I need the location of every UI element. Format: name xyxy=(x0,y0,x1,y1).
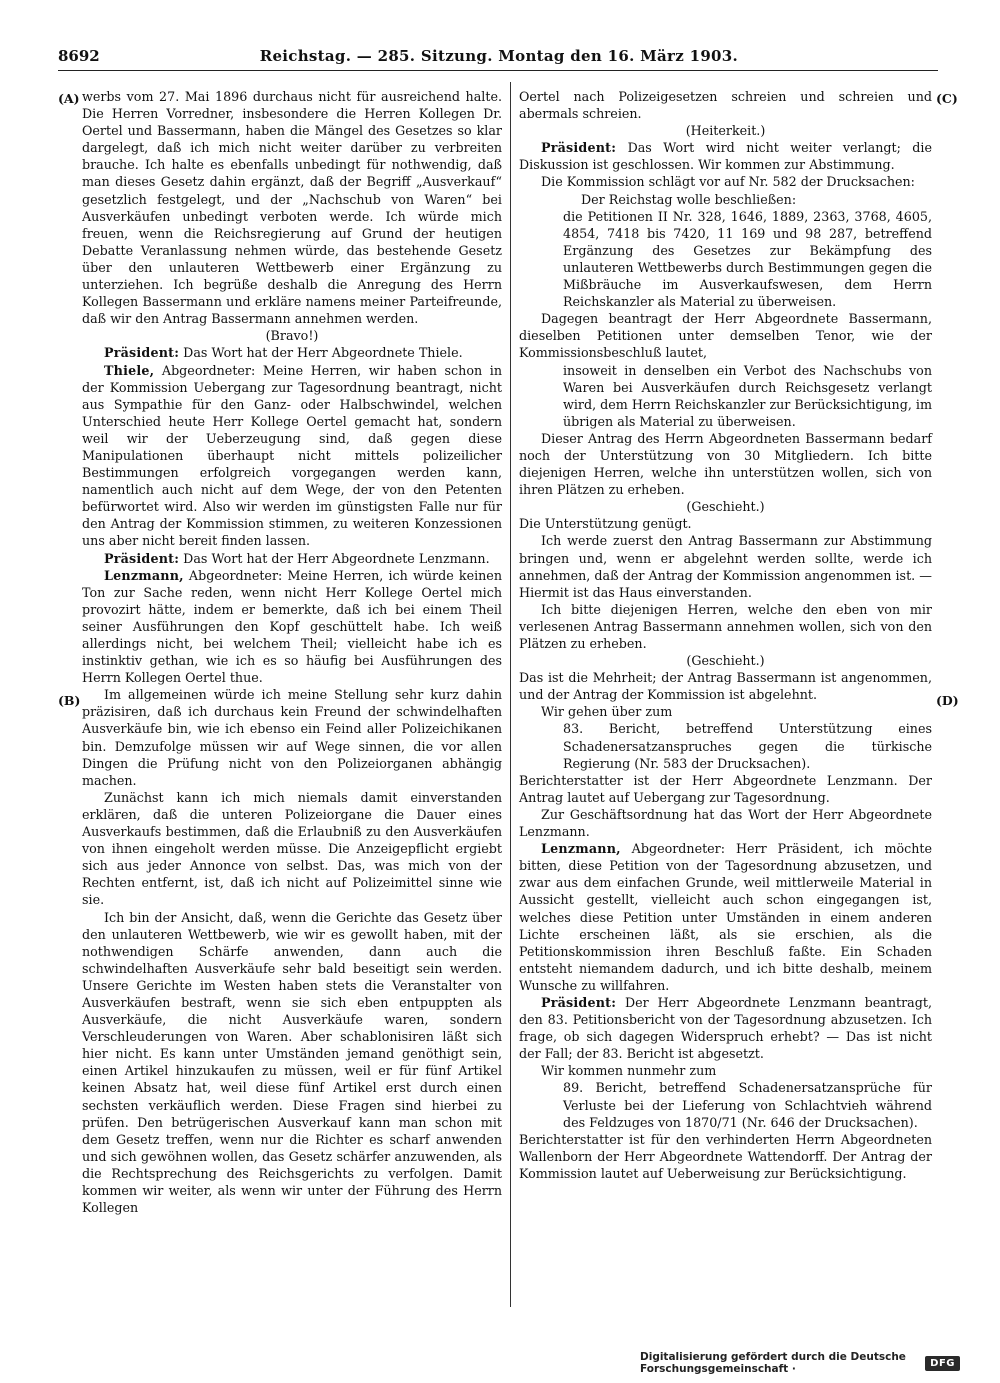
paragraph-text: Ich werde zuerst den Antrag Bassermann zur Abstimmung bringen und, wenn er abgelehnt werden sollte, werde ich annehmen, daß der Antrag der Kommission angenommen ist. — Hiermit ist das Haus einverstanden. xyxy=(519,533,932,600)
paragraph-text: 83. Bericht, betreffend Unterstützung eines Schadenersatzanspruches gegen die türkische Regierung (Nr. 583 der Drucksachen). xyxy=(563,721,932,771)
paragraph-text: Abgeordneter: Meine Herren, ich würde keinen Ton zur Sache reden, wenn nicht Herr Kollege Oertel mich provozirt hätte, indem er bemerkte, daß ich bei einem Theil seiner Ausführungen den Kopf geschüttelt habe. Ich weiß allerdings nicht, bei welchem Theil; vielleicht habe ich es instinktiv gethan, wie ich es so häufig bei Ausführungen des Herrn Kollegen Oertel thue. xyxy=(82,567,502,686)
paragraph xyxy=(519,994,932,1062)
paragraph-text: die Petitionen II Nr. 328, 1646, 1889, 2363, 3768, 4605, 4854, 7418 bis 7420, 11 169 und 98 287, betreffend Ergänzung des Gesetzes zur Bekämpfung des unlauteren Wettbewerbs durch Bestimmungen gegen die Mißbräuche im Ausverkaufswesen, dem Herrn Reichskanzler als Material zu überweisen. xyxy=(563,208,932,310)
paragraph xyxy=(519,139,932,173)
paragraph xyxy=(519,669,932,703)
paragraph xyxy=(82,567,502,687)
paragraph-text: werbs vom 27. Mai 1896 durchaus nicht für ausreichend halte. Die Herren Vorredner, insbesondere die Herren Kollegen Dr. Oertel und Bassermann, haben die Mängel des Gesetzes so klar dargelegt, daß ich mich nicht weiter darüber zu verbreiten brauche. Ich halte es ebenfalls unbedingt für nothwendig, daß man dieses Gesetz dahin ergänzt, daß der Begriff „Ausverkauf“ gesetzlich festgelegt, und der „Nachschub von Waren“ bei Ausverkäufen unbedingt verboten werde. Ich würde mich freuen, wenn die Reichsregierung auf Grund der heutigen Debatte Veranlassung nehmen würde, das bestehende Gesetz über den unlauteren Wettbewerb einer Ergänzung zu unterziehen. Ich begrüße deshalb die Anregung des Herrn Kollegen Bassermann und erkläre namens meiner Parteifreunde, daß wir den Antrag Bassermann annehmen werden. xyxy=(82,89,502,327)
paragraph xyxy=(519,430,932,498)
paragraph-text: Berichterstatter ist der Herr Abgeordnete Lenzmann. Der Antrag lautet auf Uebergang zur Tagesordnung. xyxy=(519,772,932,805)
column-divider xyxy=(510,82,511,1307)
paragraph xyxy=(82,327,502,344)
speaker-name: Lenzmann, xyxy=(541,841,621,857)
footer-credit xyxy=(640,1352,960,1374)
paragraph-text: Zur Geschäftsordnung hat das Wort der Herr Abgeordnete Lenzmann. xyxy=(519,806,932,840)
speaker-name: Präsident: xyxy=(104,550,180,566)
speaker-name: Präsident: xyxy=(104,345,180,361)
paragraph xyxy=(519,806,932,840)
paragraph-text: Ich bin der Ansicht, daß, wenn die Gerichte das Gesetz über den unlauteren Wettbewerb, wie wir es gewollt haben, mit der nothwendigen Schärfe anwenden, dann auch die schwindelhaften Ausverkäufe sehr bald beseitigt sein werden. Unsere Gerichte im Westen haben stets die Veranstalter von Ausverkäufen bestraft, wenn sie sich eben entpuppten als Ausverkäufe, die nicht Ausverkäufe waren, sondern Verschleuderungen von Waren. Aber schablonisiren läßt sich hier nicht. Es kann unter Umständen jemand genöthigt sein, einen Artikel hinzukaufen zu müssen, weil er für fünf Artikel keinen Absatz hat, weil diese fünf Artikel erst durch einen sechsten verkäuflich werden. Diese Fragen sind hierbei zu prüfen. Den betrügerischen Ausverkauf kann man schon mit dem Gesetz treffen, wenn nur die Richter es scharf anwenden und sich gewöhnen wollen, das Gesetz schärfer anzuwenden, als die Rechtsprechung des Reichsgerichts zu verfolgen. Damit kommen wir weiter, als wenn wir unter der Führung des Herrn Kollegen xyxy=(82,909,502,1216)
paragraph xyxy=(82,344,502,361)
paragraph-text: Wir kommen nunmehr zum xyxy=(541,1063,717,1079)
paragraph-text: Das Wort wird nicht weiter verlangt; die Diskussion ist geschlossen. Wir kommen zur Abstimmung. xyxy=(519,140,932,173)
paragraph-text: Zunächst kann ich mich niemals damit einverstanden erklären, daß die unteren Polizeiorgane die Dauer eines Ausverkaufs bestimmen, daß die Erlaubniß zu den Ausverkäufen von ihnen eingeholt werden müsse. Die Anzeigepflicht ergiebt sich aus jeder Annonce von selbst. Das, was mich von der Rechten entfernt, ist, daß ich nicht auf Polizeimittel sinne wie sie. xyxy=(82,789,502,908)
paragraph xyxy=(82,909,502,1217)
paragraph xyxy=(82,88,502,327)
page-title: Reichstag. — 285. Sitzung. Montag den 16. März 1903. xyxy=(259,47,739,65)
paragraph xyxy=(82,789,502,909)
paragraph-text: (Geschieht.) xyxy=(686,499,765,515)
paragraph xyxy=(519,310,932,361)
paragraph-text: Ich bitte diejenigen Herren, welche den eben von mir verlesenen Antrag Bassermann annehmen wollen, sich von den Plätzen zu erheben. xyxy=(519,601,932,651)
paragraph xyxy=(563,208,932,311)
paragraph xyxy=(563,1079,932,1130)
paragraph xyxy=(519,122,932,139)
paragraph xyxy=(82,550,502,567)
speaker-name: Thiele, xyxy=(104,362,155,378)
right-column xyxy=(519,88,932,1182)
paragraph xyxy=(519,173,932,190)
paragraph-text: insoweit in denselben ein Verbot des Nachschubs von Waren bei Ausverkäufen durch Reichsgesetz verlangt wird, dem Herrn Reichskanzler zur Berücksichtigung, im übrigen als Material zu überweisen. xyxy=(563,362,933,429)
paragraph-text: Der Herr Abgeordnete Lenzmann beantragt, den 83. Petitionsbericht von der Tagesordnung abzusetzen. Ich frage, ob sich dagegen Widerspruch erhebt? — Das ist nicht der Fall; der 83. Bericht ist abgesetzt. xyxy=(519,994,932,1062)
speaker-name: Präsident: xyxy=(541,140,617,156)
paragraph xyxy=(82,362,502,550)
paragraph-text: Das Wort hat der Herr Abgeordnete Lenzmann. xyxy=(179,550,490,566)
paragraph-text: Die Kommission schlägt vor auf Nr. 582 der Drucksachen: xyxy=(541,174,915,190)
margin-mark-d: (D) xyxy=(936,693,959,708)
left-column xyxy=(82,88,502,1216)
paragraph xyxy=(519,1062,932,1079)
paragraph xyxy=(581,191,932,208)
paragraph xyxy=(563,720,932,771)
paragraph xyxy=(563,362,932,430)
paragraph-text: (Heiterkeit.) xyxy=(685,123,766,139)
paragraph-text: Oertel nach Polizeigesetzen schreien und schreien und abermals schreien. xyxy=(519,89,932,122)
paragraph xyxy=(519,652,932,669)
paragraph-text: Im allgemeinen würde ich meine Stellung sehr kurz dahin präzisiren, daß ich durchaus kein Freund der schwindelhaften Ausverkäufe bin, wie ich ebenso ein Feind aller Polizeichikanen bin. Demzufolge müssen wir auf Wege sinnen, die vor allen Dingen die Prüfung nicht von den Polizeiorganen abhängig machen. xyxy=(82,687,502,788)
paragraph-text: (Bravo!) xyxy=(265,328,319,344)
paragraph-text: Abgeordneter: Herr Präsident, ich möchte bitten, diese Petition von der Tagesordnung abzusetzen, und zwar aus dem einfachen Grunde, weil mittlerweile Material in Aussicht gestellt, vielleicht auch schon eingegangen ist, welches diese Petition unter Umständen in einem anderen Lichte erscheinen läßt, als sie erschien, als die Petitionskommission ihren Beschluß faßte. Ein Schaden entsteht niemandem dadurch, und ich bitte deshalb, meinem Wunsche zu willfahren. xyxy=(519,841,932,993)
paragraph-text: Das Wort hat der Herr Abgeordnete Thiele. xyxy=(179,345,463,361)
footer-text: Digitalisierung gefördert durch die Deutsche Forschungsgemeinschaft · xyxy=(640,1351,906,1375)
paragraph-text: Wir gehen über zum xyxy=(541,704,673,720)
paragraph-text: 89. Bericht, betreffend Schadenersatzansprüche für Verluste bei der Lieferung von Schlachtvieh während des Feldzuges von 1870/71 (Nr. 646 der Drucksachen). xyxy=(563,1080,932,1130)
margin-mark-a: (A) xyxy=(58,91,80,106)
page-header xyxy=(58,42,938,71)
paragraph xyxy=(519,772,932,806)
paragraph-text: Dieser Antrag des Herrn Abgeordneten Bassermann bedarf noch der Unterstützung von 30 Mitgliedern. Ich bitte diejenigen Herren, welche ihn unterstützen wollen, sich von ihren Plätzen zu erheben. xyxy=(519,430,932,498)
paragraph-text: Berichterstatter ist für den verhinderten Herrn Abgeordneten Wallenborn der Herr Abgeordnete Wattendorff. Der Antrag der Kommission lautet auf Ueberweisung zur Berücksichtigung. xyxy=(519,1131,932,1181)
paragraph xyxy=(519,1131,932,1182)
paragraph xyxy=(82,686,502,789)
paragraph xyxy=(519,840,932,994)
paragraph xyxy=(519,515,932,532)
paragraph-text: Die Unterstützung genügt. xyxy=(519,516,692,532)
paragraph xyxy=(519,532,932,600)
page-number: 8692 xyxy=(58,47,100,65)
margin-mark-c: (C) xyxy=(936,91,958,106)
dfg-logo: DFG xyxy=(925,1356,960,1371)
speaker-name: Lenzmann, xyxy=(104,567,184,583)
paragraph-text: (Geschieht.) xyxy=(686,653,765,669)
margin-mark-b: (B) xyxy=(58,693,81,708)
paragraph-text: Der Reichstag wolle beschließen: xyxy=(581,191,797,207)
speaker-name: Präsident: xyxy=(541,994,617,1010)
paragraph-text: Das ist die Mehrheit; der Antrag Bassermann ist angenommen, und der Antrag der Kommission ist abgelehnt. xyxy=(519,670,932,703)
paragraph xyxy=(519,88,932,122)
paragraph-text: Dagegen beantragt der Herr Abgeordnete Bassermann, dieselben Petitionen unter demselben Tenor, wie der Kommissionsbeschluß lautet, xyxy=(519,311,932,361)
paragraph xyxy=(519,703,932,720)
paragraph xyxy=(519,601,932,652)
paragraph-text: Abgeordneter: Meine Herren, wir haben schon in der Kommission Uebergang zur Tagesordnung beantragt, nicht aus Sympathie für den Ganz- oder Halbschwindel, welchen Unterschied heute Herr Kollege Oertel gemacht hat, sondern weil wir der Ueberzeugung sind, daß gegen diese Manipulationen überhaupt nicht mittels polizeilicher Bestimmungen erfolgreich vorgegangen werden kann, namentlich auch nicht auf dem Wege, der von den Petenten befürwortet wird. Also wir werden im günstigsten Falle nur für den Antrag der Kommission stimmen, zu weiteren Konzessionen uns aber nicht bereit finden lassen. xyxy=(82,362,502,549)
paragraph xyxy=(519,498,932,515)
